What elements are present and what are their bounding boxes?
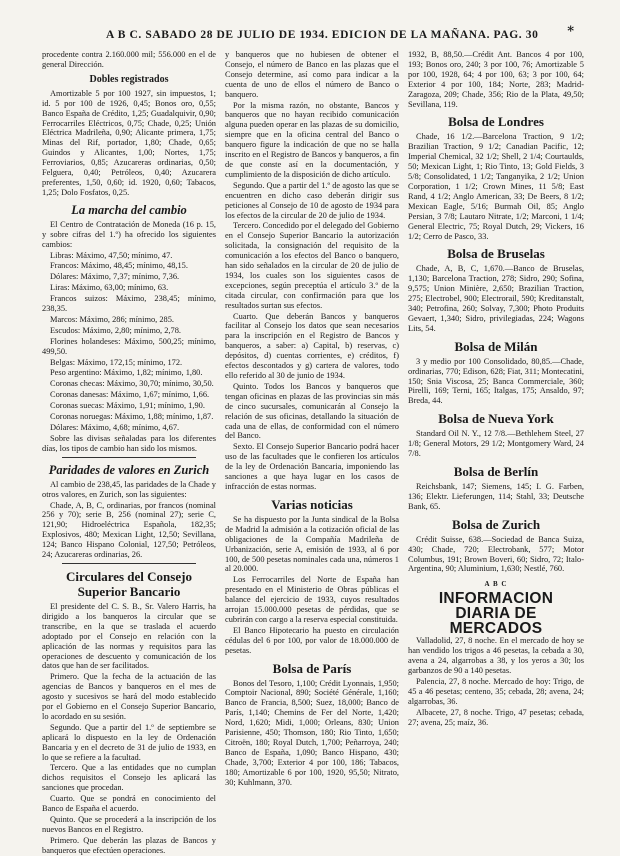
paragraph: Coronas checas: Máximo, 30,70; mínimo, 30,50.: [50, 379, 214, 389]
paragraph: Valladolid, 27, 8 noche. En el mercado de hoy se han vendido los trigos a 46 pesetas, la cebada a 30, avena a 24, algarrobas a 38, y los yeros a 30; los garbanzos de 90 a 140 pesetas.: [408, 636, 584, 675]
section-heading: Bolsa de Zurich: [451, 516, 541, 532]
paragraph: Cuarto. Que se pondrá en conocimiento del Banco de España el acuerdo.: [42, 794, 216, 814]
section-heading: Circulares del Consejo Superior Bancario: [66, 568, 192, 599]
paragraph: Liras: Máximo, 63,00; mínimo, 63.: [50, 283, 169, 293]
big-title: DIARIA DE MERCADOS: [449, 605, 543, 638]
paragraph: Libras: Máximo, 47,50; mínimo, 47.: [50, 250, 173, 260]
paragraph: Tercero. Concedido por el delegado del Gobierno en el Consejo Superior Bancario la autorización solicitada, la consignación del requisito de la comunicación a los efectos del Banco o banquero, han sido señalados en la circular de 20 de julio de 1934, los cuales son los siguientes casos de excepciones, según preceptúa el artículo 3.º de la citada circular, con confirmación para que los resultados surtan sus efectos.: [225, 221, 399, 310]
paragraph: 1932, B, 88,50.—Crédit Ant. Bancos 4 por 100, 193; Bonos oro, 240; 3 por 100, 76; Amortizable 5 por 100, 1928, 64; 4 por 100, 63; 3 por 100, 64; Exterior 4 por 100, 184; Norte, 283; Madrid-Zaragoza, 209; Chade, 356; Rio de la Plata, 49,50; Sevillana, 119.: [408, 50, 584, 109]
page-header: [70, 26, 580, 46]
paragraph: Quinto. Que se procederá a la inscripción de los nuevos Bancos en el Registro.: [42, 815, 216, 834]
column-2: [225, 50, 399, 828]
paragraph: Sexto. El Consejo Superior Bancario podrá hacer uso de las facultades que le confieren los artículos de la ley de Ordenación Bancaria, imponiendo las sanciones a que haya lugar en los casos de infracción de estas normas.: [225, 442, 399, 491]
section-heading: Bolsa de Milán: [454, 338, 538, 354]
section-heading: La marcha del cambio: [71, 202, 187, 217]
paragraph: Chade, A, B, C, 1,670.—Banco de Bruselas, 1,130; Barcelona Traction, 278; Sidro, 290; Sofina, 9,575; Union Minière, 2,650; Brazilian Traction, 275; Electrobel, 900; Electrorail, 590; Kreditanstalt, 340; Petrofina, 260; Solvay, 7,300; Photo Produits Gevaert, 1,340; Sidro, privilegiadas, 224; Wagons Lits, 54.: [408, 264, 584, 333]
paragraph: Coronas noruegas: Máximo, 1,88; mínimo, 1,87.: [50, 412, 214, 422]
paragraph: Peso argentino: Máximo, 1,82; mínimo, 1,80.: [50, 368, 203, 378]
section-heading: Bolsa de Berlín: [453, 464, 539, 479]
paragraph: Dólares: Máximo, 7,37; mínimo, 7,36.: [50, 272, 180, 282]
paragraph: Dólares: Máximo, 4,68; mínimo, 4,67.: [50, 423, 180, 432]
paragraph: procedente contra 2.160.000 mil; 556.000 en el de general Dirección.: [42, 50, 216, 69]
big-title: INFORMACION: [438, 590, 554, 608]
paragraph: y banqueros que no hubiesen de obtener el Consejo, el número de Banco en las plazas que el Consejo determine, así como para indicar a la cuenta de uno de ellos el número de Banco o banquero.: [225, 50, 399, 99]
paragraph: Amortizable 5 por 100 1927, sin impuestos, 1; id. 5 por 100 de 1926, 0,45; Bonos oro, 0,55; Banco España de Crédito, 1,25; Guadalquivir, 0,90; Ferrocarriles Eléctricos, 0,75; Chade, 0,25; Unión Eléctrica Madrileña, 0,90; Alicante primera, 1,75; Minas del Rif, portador, 1,80; Chade, 0,65; Guindos y Alicantes, 1,00; Nortes, 1,75; Ferroviarios, 0,85; Azucareras ordinarias, 0,50; Felguera, 0,40; Petróleos, 0,40; Azucarera preferentes, 1,50, 0,60; id. 1920, 0,60; Tabacos, 1,25; Dolo Fosfatos, 0,25.: [42, 88, 216, 197]
paragraph: Los Ferrocarriles del Norte de España han presentado en el Ministerio de Obras públicas el balance del ejercicio de 1933, cuyos resultados arrojan 15.000.000 pesetas de pérdidas, que se cubrirán con cargo a la reserva especial constituida.: [225, 575, 399, 624]
column-1: [42, 50, 216, 855]
paragraph: Tercero. Que a las entidades que no cumplan dichos requisitos el Consejo les aplicará las sanciones que procedan.: [42, 763, 216, 793]
section-heading: Bolsa de Londres: [448, 114, 544, 130]
paragraph: Chade, A, B, C, ordinarias, por francos (nominal 256 y 70); serie B, 256 (nominal 27); serie C, 121,90; Hidroeléctrica Española, 182,35; Explosivos, 480; Mexican Light, 12,50; Sevillana, 124; Banco Hispano Colonial, 127,50; Petróleos, 24; Azucareras ordinarias, 26.: [42, 500, 216, 560]
header-title: A B C. SABADO 28 DE JULIO DE 1934. EDICION DE LA MAÑANA. PAG. 30: [106, 29, 539, 41]
section-heading: Bolsa de Nueva York: [438, 411, 554, 427]
section-heading: Bolsa de Bruselas: [447, 246, 545, 262]
paragraph: Cuarto. Que deberán Bancos y banqueros facilitar al Consejo los datos que sean necesarios para la inscripción en el Registro de Bancos y banqueros, a saber: a) Capital, b) reservas, c) depósitos, d) cuentas corrientes, e) créditos, f) efectos descontados y g) cartera de valores, todo ello referido al 30 de junio de 1934.: [225, 311, 399, 380]
paragraph: El Centro de Contratación de Moneda (16 p. 15, y sobre cifras del 1.º) ha ofrecido los siguientes cambios:: [42, 219, 216, 249]
paragraph: Reichsbank, 147; Siemens, 145; I. G. Farben, 136; Elektr. Lieferungen, 114; Stahl, 33; Deutsche Bank, 65.: [408, 482, 584, 511]
column-3: [408, 50, 584, 828]
section-heading: Dobles registrados: [89, 73, 169, 85]
paragraph: Francos suizos: Máximo, 238,45; mínimo, 238,35.: [42, 294, 216, 314]
paragraph: Albacete, 27, 8 noche. Trigo, 47 pesetas; cebada, 27; avena, 25; maíz, 36.: [408, 707, 584, 727]
paragraph: Coronas suecas: Máximo, 1,91; mínimo, 1,90.: [50, 401, 205, 411]
paragraph: El Banco Hipotecario ha puesto en circulación cédulas del 6 por 100, por valor de 18.000.000 de pesetas.: [225, 625, 399, 655]
paragraph: Primero. Que deberán las plazas de Bancos y banqueros que efectúen operaciones.: [42, 835, 216, 855]
paragraph: Sobre las divisas señaladas para los diferentes días, los tipos de cambio han sido los mismos.: [42, 433, 216, 453]
paragraph: Por la misma razón, no obstante, Bancos y banqueros que no hayan recibido comunicación alguna pueden operar en las plazas de su domicilio, siempre que en la oficina central del Banco o banquero figure la indicación de que no se halla inscrito en el Registro de Bancos y banqueros, a fin de que conste así en la documentación, y cumplimiento de la disposición de dicho artículo.: [225, 100, 399, 179]
paragraph: Marcos: Máximo, 286; mínimo, 285.: [50, 314, 174, 324]
paragraph: Standard Oil N. Y., 12 7/8.—Bethlehem Steel, 27 1/8; General Motors, 29 1/2; Montgomery Ward, 24 7/8.: [408, 429, 584, 459]
section-heading: Varias noticias: [271, 496, 353, 512]
paragraph: Florines holandeses: Máximo, 500,25; mínimo, 499,50.: [42, 336, 216, 356]
paragraph: Bonos del Tesoro, 1,100; Crédit Lyonnais, 1,950; Comptoir Nacional, 890; Société Générale, 1,160; Banco de Francia, 8,500; Suez, 18,000; Banco de París, 1,140; Chemins de Fer del Norte, 1,420; Nord, 1,620; Midi, 1,000; Orleans, 830; Union Parisienne, 450; Thomson, 180; Rio Tinto, 1,650; Citroën, 180; Royal Dutch, 1,700; Peñarroya, 240; Banco de España, 1,090; Banco Hispano, 430; Chade, 3,700; Exterior 4 por 100, 186; Tabacos, 180; Amortizable 6 por 100, 1920, 95,50; Nitrato, 30; Kuhlmann, 370.: [225, 678, 399, 787]
paragraph: Palencia, 27, 8 noche. Mercado de hoy: Trigo, de 45 a 46 pesetas; centeno, 35; cebada, 28; avena, 24; algarrobas, 36.: [408, 676, 584, 706]
paragraph: Se ha dispuesto por la Junta sindical de la Bolsa de Madrid la admisión a la cotización oficial de las obligaciones de la Compañía Madrileña de Urbanización, serie A, emisión de 1933, al 6 por 100, de 500 pesetas nominales cada una, números 1 al 20.000.: [225, 514, 399, 574]
paragraph: Al cambio de 238,45, las paridades de la Chade y otros valores, en Zurich, son las siguientes:: [42, 479, 216, 499]
paragraph: 3 y medio por 100 Consolidado, 80,85.—Chade, ordinarias, 770; Edison, 628; Fiat, 311; Montecatini, 150; Snia Viscosa, 25; Banca Commerciale, 360; Pirelli, 169; Terni, 165; Italgas, 175; Ansaldo, 97; Breda, 44.: [408, 356, 584, 406]
paragraph: Belgas: Máximo, 172,15; mínimo, 172.: [50, 357, 183, 367]
paragraph: Segundo. Que a partir del 1.º de septiembre se aplicará lo dispuesto en la ley de Ordenación Bancaria y en el decreto de 31 de julio de 1933, en lo que se refiere a la facultad.: [42, 722, 216, 762]
paragraph: Crédit Suisse, 638.—Sociedad de Banca Suiza, 430; Chade, 720; Electrobank, 577; Motor Columbus, 191; Brown Boveri, 60; Sidro, 72; Italo-Argentina, 90; Aluminium, 1,630; Nestlé, 760.: [408, 534, 584, 574]
logo-text: A B C: [484, 580, 508, 589]
paragraph: Quinto. Todos los Bancos y banqueros que tengan oficinas en plazas de las provincias sin más de cinco sucursales, comunicarán al Consejo la relación de sus oficinas, detallando la situación de cada una de ellas, de conformidad con el número del Banco.: [225, 381, 399, 441]
divider: [62, 457, 196, 458]
section-heading: Paridades de valores en Zurich: [48, 462, 210, 477]
paragraph: Escudos: Máximo, 2,80; mínimo, 2,78.: [50, 325, 181, 335]
paragraph: Segundo. Que a partir del 1.º de agosto las que se encuentren en dicho caso deberán dirigir sus peticiones al Consejo de 10 de agosto de 1934 para los efectos de la circular de 20 de julio de 1934.: [225, 180, 399, 220]
paragraph: Chade, 16 1/2.—Barcelona Traction, 9 1/2; Brazilian Traction, 9 1/2; Canadian Pacific, 12; Imperial Chemical, 32 1/2; Shell, 2 1/4; Courtaulds, 50; Mexican Light, 1; Rio Tinto, 13; Gold Fields, 3 5/8; Consolidated, 1 1/2; Tanganyika, 2 1/2; Union Corporation, 1 1/2; Crown Mines, 11 5/8; East Rand, 4 1/2; Anglo American, 33; De Beers, 8 1/2; Mexican Eagle, 5/16; Burmah Oil, 85; Anglo Persian, 3 7/8; Lautaro Nitrate, 1/2; Marconi, 1 1/4; General Electric, 75; Royal Dutch, 29; Vickers, 16 1/2; Cerro de Pasco, 33.: [408, 132, 584, 241]
paragraph: Primero. Que la fecha de la actuación de las agencias de Bancos y banqueros en el mes de agosto y sucesivos se hará del modo establecido por el Gobierno en el Consejo Superior Bancario, lo acordado en su sesión.: [42, 672, 216, 721]
paragraph: Coronas danesas: Máximo, 1,67; mínimo, 1,66.: [50, 390, 210, 400]
section-heading: Bolsa de París: [272, 660, 352, 676]
divider: [62, 563, 196, 564]
paragraph: El presidente del C. S. B., Sr. Valero Harris, ha dirigido a los banqueros la circular que se transcribe, en la que se traslada el acuerdo adoptado por el Consejo en relación con la aplicación de las normas y requisitos para las operaciones de descuento y comunicación de los datos que han de ser facilitados.: [42, 601, 216, 671]
paragraph: Francos: Máximo, 48,45; mínimo, 48,15.: [50, 261, 188, 271]
header-mark: *: [567, 24, 574, 39]
